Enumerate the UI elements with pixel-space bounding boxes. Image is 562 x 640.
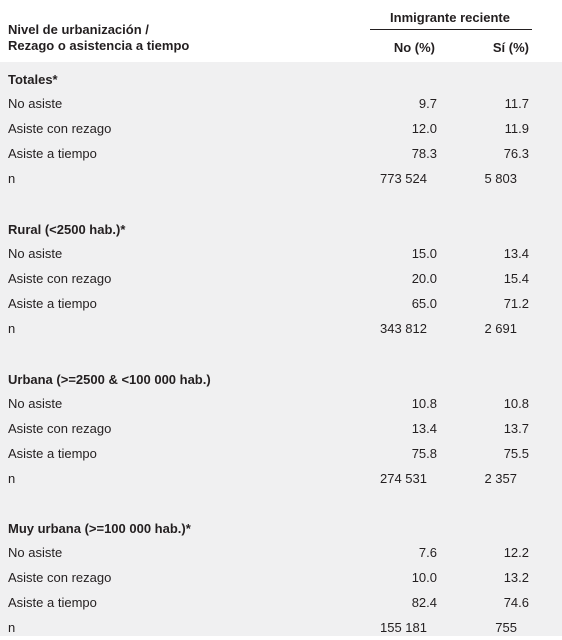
row-label: Asiste a tiempo	[8, 146, 97, 161]
column-header-no: No (%)	[393, 40, 435, 55]
cell-no: 15.0	[411, 246, 437, 261]
row-label: n	[8, 620, 16, 635]
table-body	[0, 62, 562, 636]
cell-no: 12.0	[411, 121, 437, 136]
table-row	[0, 91, 562, 116]
table-row	[0, 565, 562, 590]
cell-no: 9.7	[418, 96, 437, 111]
row-header-line1: Nivel de urbanización /	[8, 22, 149, 37]
cell-no: 155 181	[380, 620, 427, 635]
cell-no: 75.8	[411, 446, 437, 461]
row-label: No asiste	[8, 246, 63, 261]
cell-no: 274 531	[380, 471, 427, 486]
cell-si: 2 357	[484, 471, 517, 486]
cell-si: 11.9	[504, 121, 529, 136]
section-title: Urbana (>=2500 & <100 000 hab.)	[8, 372, 211, 387]
row-label: n	[8, 321, 16, 336]
cell-no: 10.8	[411, 396, 437, 411]
row-label: Asiste con rezago	[8, 570, 112, 585]
table-row	[0, 316, 562, 341]
cell-si: 13.2	[503, 570, 529, 585]
column-group-rule	[370, 29, 532, 30]
row-label: No asiste	[8, 545, 63, 560]
cell-no: 13.4	[411, 421, 437, 436]
row-header-line2: Rezago o asistencia a tiempo	[8, 38, 190, 53]
cell-si: 11.7	[504, 96, 529, 111]
cell-si: 71.2	[503, 296, 529, 311]
cell-si: 74.6	[503, 595, 529, 610]
cell-si: 13.7	[503, 421, 529, 436]
column-header-si: Sí (%)	[492, 40, 529, 55]
cell-no: 65.0	[411, 296, 437, 311]
table-row	[0, 441, 562, 466]
cell-no: 10.0	[411, 570, 437, 585]
table-row	[0, 291, 562, 316]
row-label: n	[8, 171, 16, 186]
cell-si: 10.8	[503, 396, 529, 411]
column-group-header: Inmigrante reciente	[390, 10, 510, 25]
cell-si: 5 803	[484, 171, 517, 186]
cell-si: 15.4	[503, 271, 529, 286]
cell-si: 12.2	[503, 545, 529, 560]
row-label: No asiste	[8, 396, 63, 411]
cell-no: 7.6	[418, 545, 437, 560]
cell-si: 76.3	[503, 146, 529, 161]
table-row	[0, 141, 562, 166]
cell-si: 13.4	[503, 246, 529, 261]
cell-si: 75.5	[503, 446, 529, 461]
row-label: Asiste con rezago	[8, 271, 112, 286]
row-label: Asiste con rezago	[8, 421, 112, 436]
cell-no: 20.0	[411, 271, 437, 286]
row-label: Asiste a tiempo	[8, 296, 97, 311]
table-header	[0, 0, 562, 62]
cell-no: 78.3	[411, 146, 437, 161]
cell-si: 755	[495, 620, 517, 635]
row-label: No asiste	[8, 96, 63, 111]
section-title: Muy urbana (>=100 000 hab.)*	[8, 521, 191, 536]
table-row	[0, 241, 562, 266]
cell-no: 343 812	[380, 321, 427, 336]
section-title: Rural (<2500 hab.)*	[8, 222, 126, 237]
table-row	[0, 540, 562, 565]
row-label: Asiste a tiempo	[8, 595, 97, 610]
cell-no: 773 524	[380, 171, 427, 186]
table-row	[0, 416, 562, 441]
row-label: Asiste a tiempo	[8, 446, 97, 461]
section-title: Totales*	[8, 72, 58, 87]
table-row	[0, 615, 562, 640]
cell-si: 2 691	[484, 321, 517, 336]
table-row	[0, 466, 562, 491]
table-row	[0, 166, 562, 191]
row-label: Asiste con rezago	[8, 121, 112, 136]
table-row	[0, 266, 562, 291]
table-row	[0, 391, 562, 416]
row-label: n	[8, 471, 16, 486]
table-row	[0, 116, 562, 141]
table-row	[0, 590, 562, 615]
cell-no: 82.4	[411, 595, 437, 610]
